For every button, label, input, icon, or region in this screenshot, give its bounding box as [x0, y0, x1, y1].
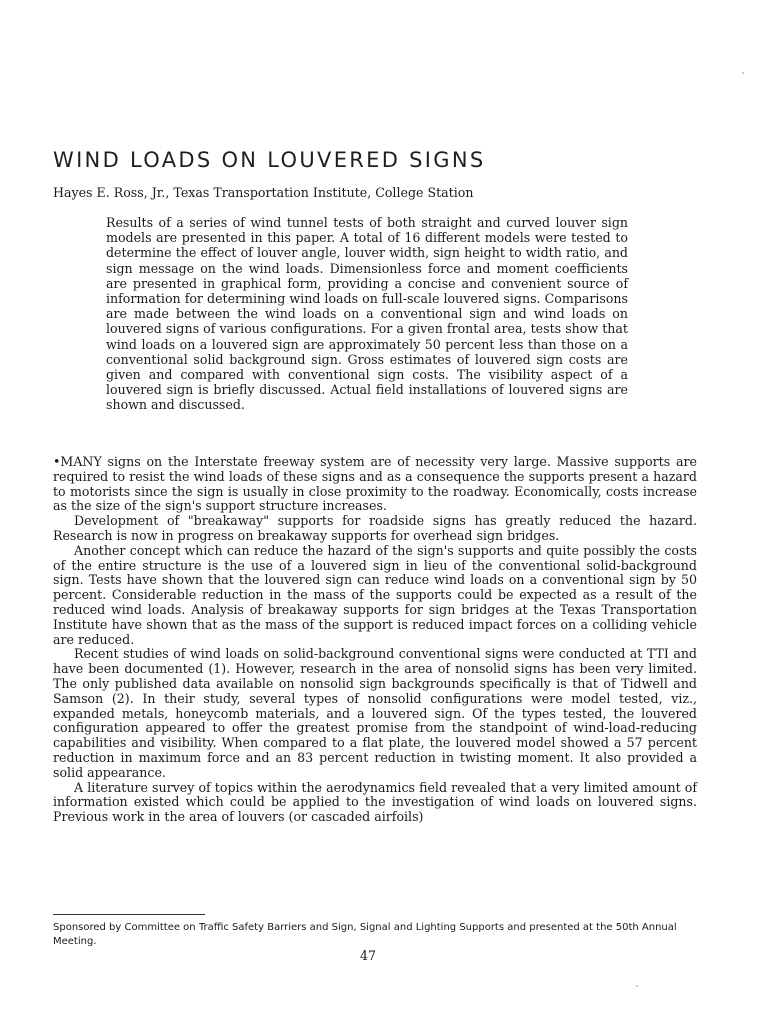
paragraph: •MANY signs on the Interstate freeway system are of necessity very large. Massive supports are required to resist the wind loads of these signs and as a consequence the supports present a hazard to motorists since the sign is usually in close proximity to the roadway. Economically, costs increase as the size of the sign's support structure increases.: [53, 454, 697, 514]
footnote-divider: [53, 914, 205, 915]
body-text: [53, 455, 697, 825]
scan-speck: [742, 72, 744, 74]
page-number: 47: [359, 948, 377, 963]
paragraph: Development of "breakaway" supports for roadside signs has greatly reduced the hazard. Research is now in progress on breakaway supports for overhead sign bridges.: [53, 513, 697, 543]
paper-title: WIND LOADS ON LOUVERED SIGNS: [53, 148, 486, 172]
scan-speck: [636, 985, 638, 987]
paragraph: Recent studies of wind loads on solid-background conventional signs were conducted at TTI and have been documented (1). However, research in the area of nonsolid signs has been very limited. The only published data available on nonsolid sign backgrounds specifically is that of Tidwell and Samson (2). In their study, several types of nonsolid configurations were model tested, viz., expanded metals, honeycomb materials, and a louvered sign. Of the types tested, the louvered configuration appeared to offer the greatest promise from the standpoint of wind-load-reducing capabilities and visibility. When compared to a flat plate, the louvered model showed a 57 percent reduction in maximum force and an 83 percent reduction in twisting moment. It also provided a solid appearance.: [53, 646, 697, 780]
author-line: Hayes E. Ross, Jr., Texas Transportation Institute, College Station: [53, 185, 474, 200]
paragraph: Another concept which can reduce the hazard of the sign's supports and quite possibly the costs of the entire structure is the use of a louvered sign in lieu of the conventional solid-background sign. Tests have shown that the louvered sign can reduce wind loads on a conventional sign by 50 percent. Considerable reduction in the mass of the supports could be expected as a result of the reduced wind loads. Analysis of breakaway supports for sign bridges at the Texas Transportation Institute have shown that as the mass of the support is reduced impact forces on a colliding vehicle are reduced.: [53, 542, 697, 647]
paragraph: A literature survey of topics within the aerodynamics field revealed that a very limited amount of information existed which could be applied to the investigation of wind loads on louvered signs. Previous work in the area of louvers (or cascaded airfoils): [53, 779, 697, 825]
footnote: Sponsored by Committee on Traffic Safety Barriers and Sign, Signal and Lighting Supports and presented at the 50th Annual Meeting.: [53, 922, 677, 947]
abstract: Results of a series of wind tunnel tests of both straight and curved louver sign models are presented in this paper. A total of 16 different models were tested to determine the effect of louver angle, louver width, sign height to width ratio, and sign message on the wind loads. Dimensionless force and moment coefficients are presented in graphical form, providing a concise and convenient source of information for determining wind loads on full-scale louvered signs. Comparisons are made between the wind loads on a conventional sign and wind loads on louvered signs of various configurations. For a given frontal area, tests show that wind loads on a louvered sign are approximately 50 percent less than those on a conventional solid background sign. Gross estimates of louvered sign costs are given and compared with conventional sign costs. The visibility aspect of a louvered sign is briefly discussed. Actual field installations of louvered signs are shown and discussed.: [106, 215, 628, 413]
